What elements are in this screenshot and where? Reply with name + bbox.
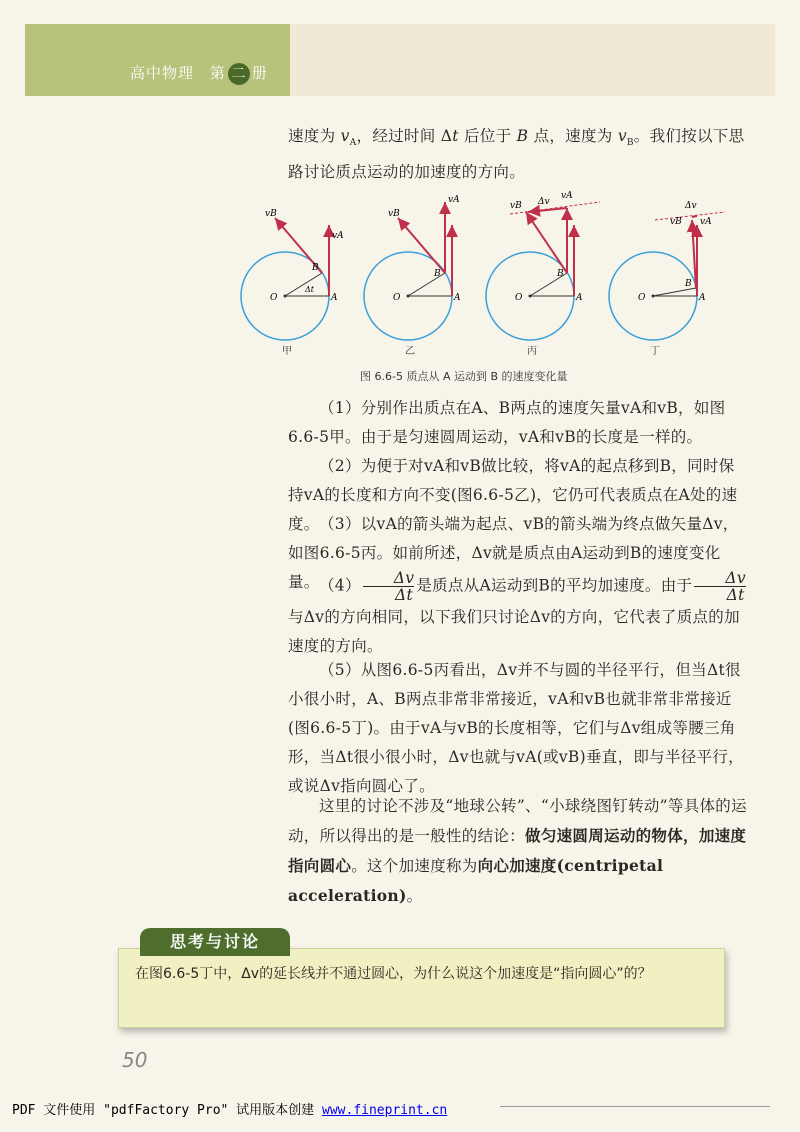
label-o-yi: O [393, 293, 401, 303]
sub-label-ding: 丁 [650, 346, 660, 357]
label-dv-bing: Δv [538, 197, 550, 207]
label-va-jia: vA [332, 231, 344, 241]
label-dv-ding: Δv [685, 201, 697, 211]
footer-text: PDF 文件使用 "pdfFactory Pro" 试用版本创建 [12, 1103, 323, 1118]
footer-rule [500, 1106, 770, 1107]
label-a-yi: A [454, 293, 461, 303]
label-o-jia: O [270, 293, 278, 303]
step-5: （5）从图6.6-5丙看出，Δv并不与圆的半径平行，但当Δt很小很小时，A、B两点非常非常接近，vA和vB也就非常非常接近(图6.6-5丁)。由于vA与vB的长度相等，它们与Δv组成等腰三角形，当Δt很小很小时，Δv也就与vA(或vB)垂直，即与半径平行，或说Δv指向圆心了。 [288, 661, 744, 795]
volume-badge: 二 [228, 63, 250, 85]
label-o-ding: O [638, 293, 646, 303]
footer-notice [12, 1099, 447, 1118]
sub-label-yi: 乙 [405, 346, 415, 357]
fig-panel-yi [364, 195, 461, 340]
label-a-ding: A [699, 293, 706, 303]
label-a-jia: A [331, 293, 338, 303]
step-2: （2）为便于对vA和vB做比较，将vA的起点移到B，同时保持vA的长度和方向不变(图6.6-5乙)，它仍可代表质点在A处的速度。 [288, 457, 738, 533]
step-3: （3）以vA的箭头端为起点、vB的箭头端为终点做矢量Δv，如图6.6-5丙。如前所述，Δv就是质点由A运动到B的速度变化量。 [288, 515, 739, 591]
label-vb-jia: vB [265, 209, 277, 219]
sub-label-jia: 甲 [282, 346, 292, 357]
label-va-bing: vA [561, 191, 573, 201]
label-b-bing: B [557, 269, 564, 279]
fig-panel-jia [241, 209, 344, 340]
think-discuss-box [118, 948, 725, 1028]
label-o-bing: O [515, 293, 523, 303]
book-title [130, 62, 268, 85]
label-vb-ding: vB [670, 217, 682, 227]
label-vb-yi: vB [388, 209, 400, 219]
label-a-bing: A [576, 293, 583, 303]
think-discuss-text: 在图6.6-5丁中，Δv的延长线并不通过圆心，为什么说这个加速度是“指向圆心”的？ [135, 966, 652, 982]
label-b-jia: B [312, 263, 319, 273]
step-1: （1）分别作出质点在A、B两点的速度矢量vA和vB，如图6.6-5甲。由于是匀速圆周运动，vA和vB的长度是一样的。 [288, 399, 726, 446]
header-band [25, 24, 290, 96]
figure-6-6-5 [230, 190, 730, 345]
figure-caption: 图 6.6-5 质点从 A 运动到 B 的速度变化量 [360, 370, 568, 383]
footer-link[interactable]: www.fineprint.cn [322, 1103, 448, 1118]
fraction-dv-dt-1: $\frac{\Delta v}{\Delta t}$ [363, 570, 415, 603]
intro-paragraph: 速度为 $v_A$，经过时间 Δt 后位于 B 点，速度为 $v_B$。我们按以下思 路讨论质点运动的加速度的方向。 [288, 122, 748, 187]
volume-suffix: 册 [251, 64, 268, 82]
label-vb-bing: vB [510, 201, 522, 211]
think-discuss-title: 思考与讨论 [140, 928, 290, 956]
label-va-ding: vA [700, 217, 712, 227]
header-rule [290, 24, 775, 96]
label-va-yi: vA [448, 195, 460, 205]
page-number: 50 [122, 1048, 148, 1072]
label-b-yi: B [434, 269, 441, 279]
fraction-dv-dt-2: $\frac{\Delta v}{\Delta t}$ [694, 570, 746, 603]
intro-line-2: 路讨论质点运动的加速度的方向。 [288, 163, 526, 182]
fig-panel-bing [486, 191, 600, 340]
fig-panel-ding [609, 201, 725, 340]
sub-label-bing: 丙 [527, 346, 537, 357]
conclusion-paragraph: 这里的讨论不涉及“地球公转”、“小球绕图钉转动”等具体的运动，所以得出的是一般性的结论：做匀速圆周运动的物体，加速度指向圆心。这个加速度称为向心加速度(centripetal acceleration)。 [288, 797, 747, 905]
volume-prefix: 第 [209, 64, 226, 82]
label-dt-jia: Δt [305, 285, 314, 294]
step-4: （4） $\frac{\Delta v}{\Delta t}$ 是质点从A运动到B的平均加速度。由于 $\frac{\Delta v}{\Delta t}$ 与Δv的方向相同，以下我们只讨论Δv的方向，它代表了质点的加速度的方向。 [288, 569, 746, 655]
book-name: 高中物理 [130, 64, 195, 82]
label-b-ding: B [685, 279, 692, 289]
